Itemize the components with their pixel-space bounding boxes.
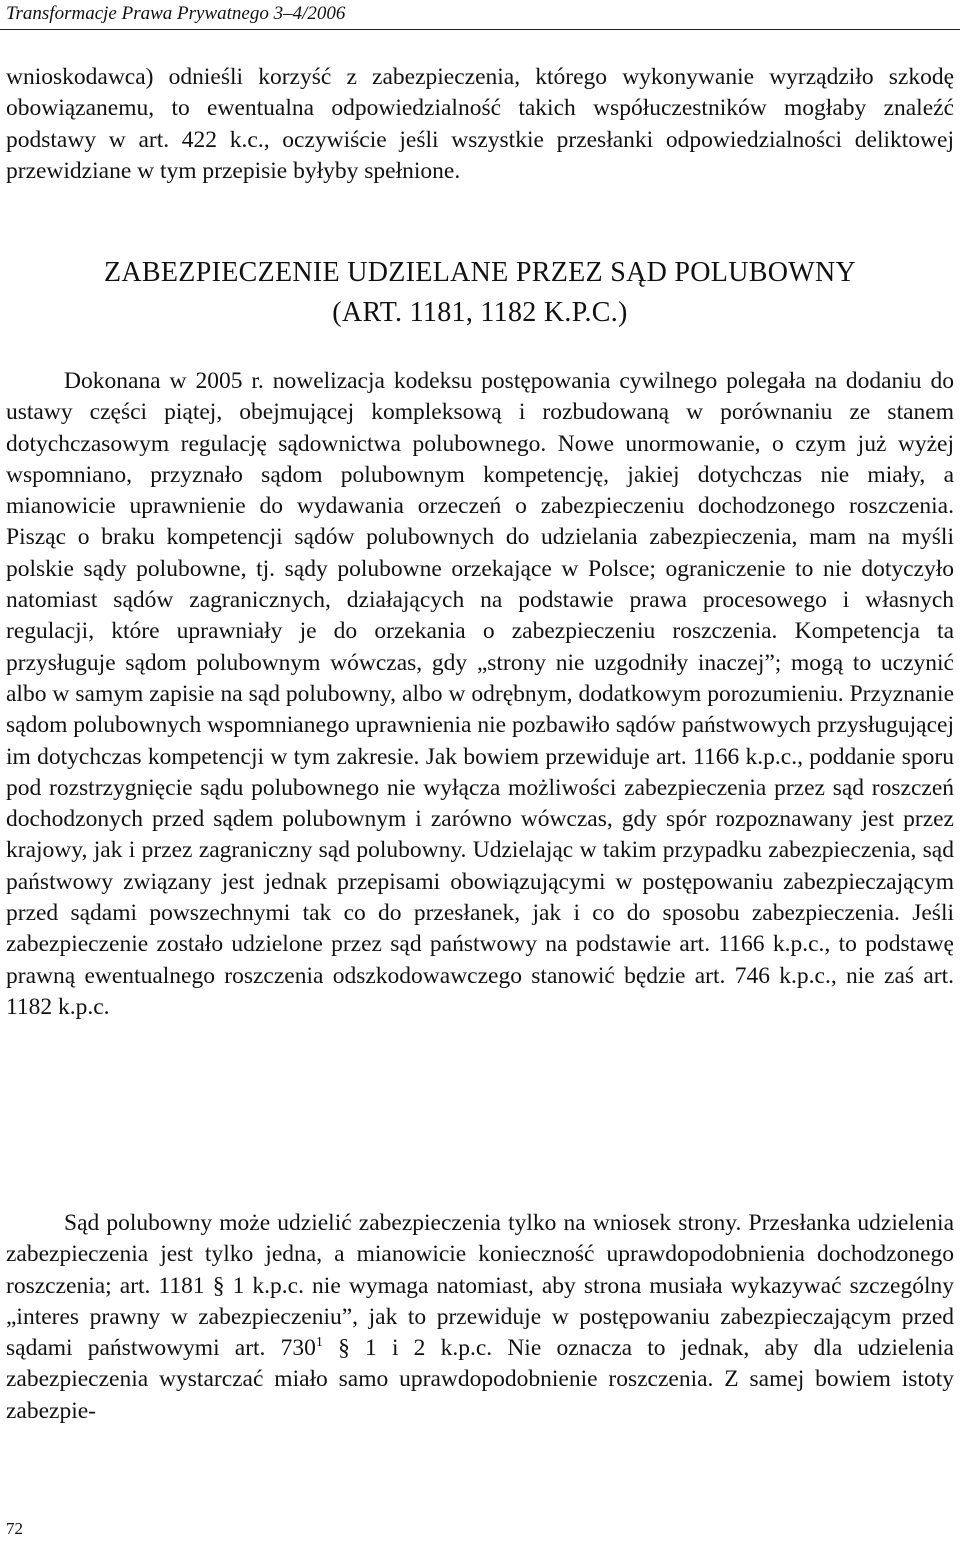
running-header-title: Transformacje Prawa Prywatnego 3–4/2006 bbox=[6, 3, 346, 24]
paragraph-continuation: wnioskodawca) odnieśli korzyść z zabezpieczenia, którego wykonywanie wyrządziło szkodę obowiązanemu, to ewentualna odpowiedzialność takich współuczestników mogłaby znaleźć podstawy w art. 422 k.c., oczywiście jeśli wszystkie przesłanki odpowiedzialności deliktowej przewidziane w tym przepisie byłyby spełnione. bbox=[6, 64, 954, 184]
section-heading-line-1: ZABEZPIECZENIE UDZIELANE PRZEZ SĄD POLUBOWNY bbox=[103, 257, 856, 288]
paragraph-second-part-a: Sąd polubowny może udzielić zabezpieczenia tylko na wniosek strony. Przesłanka udzielenia zabezpieczenia jest tylko jedna, a mianowicie konieczność uprawdopodobnienia dochodzonego roszczenia; art. 1181 § 1 k.p.c. nie wymaga natomiast, aby strona musiała wykazywać szczególny „interes prawny w zabezpieczeniu”, jak to przewiduje w postępowaniu zabezpieczającym przed sądami państwowymi art. 730 bbox=[6, 1210, 954, 1362]
paragraph-main: Dokonana w 2005 r. nowelizacja kodeksu postępowania cywilnego polegała na dodaniu do ustawy części piątej, obejmującej kompleksową i rozbudowaną w porównaniu ze stanem dotychczasowym regulację sądownictwa polubownego. Nowe unormowanie, o czym już wyżej wspomniano, przyznało sądom polubownym kompetencję, jakiej dotychczas nie miały, a mianowicie uprawnienie do wydawania orzeczeń o zabezpieczeniu dochodzonego roszczenia. Pisząc o braku kompetencji sądów polubownych do udzielania zabezpieczenia, mam na myśli polskie sądy polubowne, tj. sądy polubowne orzekające w Polsce; ograniczenie to nie dotyczyło natomiast sądów zagranicznych, działających na podstawie prawa procesowego i własnych regulacji, które uprawniały je do orzekania o zabezpieczeniu roszczenia. Kompetencja ta przysługuje sądom polubownym wówczas, gdy „strony nie uzgodniły inaczej”; mogą to uczynić albo w samym zapisie na sąd polubowny, albo w odrębnym, dodatkowym porozumieniu. Przyznanie sądom polubownych wspomnianego uprawnienia nie pozbawiło sądów państwowych przysługującej im dotychczas kompetencji w tym zakresie. Jak bowiem przewiduje art. 1166 k.p.c., poddanie sporu pod rozstrzygnięcie sądu polubownego nie wyłącza możliwości zabezpieczenia przez sąd roszczeń dochodzonych przed sądem polubownym i zarówno wówczas, gdy spór rozpoznawany jest przez krajowy, jak i przez zagraniczny sąd polubowny. Udzielając w takim przypadku zabezpieczenia, sąd państwowy związany jest jednak przepisami obowiązującymi w postępowaniu zabezpieczającym przed sądami powszechnymi tak co do przesłanek, jak i co do sposobu zabezpieczenia. Jeśli zabezpieczenie zostało udzielone przez sąd państwowy na podstawie art. 1166 k.p.c., to podstawę prawną ewentualnego roszczenia odszkodowawczego stanowić będzie art. 746 k.p.c., nie zaś art. 1182 k.p.c. bbox=[6, 368, 954, 1020]
section-heading bbox=[0, 253, 960, 333]
superscript-footnote: 1 bbox=[315, 1334, 323, 1351]
section-heading-line-2: (ART. 1181, 1182 K.P.C.) bbox=[332, 297, 628, 328]
header-divider bbox=[0, 29, 960, 30]
page-number: 72 bbox=[6, 1519, 23, 1538]
paragraph-second-part-b: § 1 i 2 k.p.c. Nie oznacza to jednak, aby dla udzielenia zabezpieczenia wystarczać miało samo uprawdopodobnienie roszczenia. Z samej bowiem istoty zabezpie- bbox=[6, 1335, 954, 1424]
paragraph-second bbox=[6, 1208, 954, 1427]
